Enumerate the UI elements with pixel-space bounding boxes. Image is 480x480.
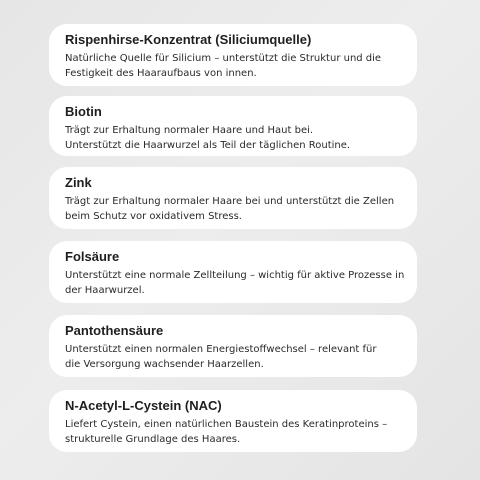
- card-description-line: Trägt zur Erhaltung normaler Haare bei und unterstützt die Zellen: [65, 196, 395, 207]
- card-title: Folsäure: [65, 249, 120, 264]
- ingredient-card-biotin: [49, 96, 417, 156]
- ingredient-card-zink: [49, 167, 417, 229]
- card-description-line: Unterstützt einen normalen Energiestoffwechsel – relevant für: [65, 344, 377, 355]
- card-description-line: Unterstützt eine normale Zellteilung – wichtig für aktive Prozesse in: [65, 270, 405, 281]
- ingredient-card-rispenhirse: [49, 24, 417, 86]
- card-title: N-Acetyl-L-Cystein (NAC): [65, 398, 222, 413]
- card-title: Biotin: [65, 104, 102, 119]
- card-description-line: Trägt zur Erhaltung normaler Haare und Haut bei.: [65, 125, 314, 136]
- card-description-line: Liefert Cystein, einen natürlichen Baustein des Keratinproteins –: [65, 419, 388, 430]
- ingredient-card-pantothensaeure: [49, 315, 417, 377]
- card-description-line: beim Schutz vor oxidativem Stress.: [65, 211, 242, 222]
- card-description-line: die Versorgung wachsender Haarzellen.: [65, 359, 264, 370]
- card-description-line: Unterstützt die Haarwurzel als Teil der täglichen Routine.: [65, 140, 351, 151]
- card-description-line: Natürliche Quelle für Silicium – unterstützt die Struktur und die: [65, 53, 382, 64]
- card-title: Pantothensäure: [65, 323, 164, 338]
- card-description-line: Festigkeit des Haaraufbaus von innen.: [65, 68, 257, 79]
- card-title: Zink: [65, 175, 92, 190]
- ingredient-card-folsaeure: [49, 241, 417, 303]
- ingredient-card-nac: [49, 390, 417, 452]
- card-description-line: der Haarwurzel.: [65, 285, 145, 296]
- card-title: Rispenhirse-Konzentrat (Siliciumquelle): [65, 32, 312, 47]
- card-description-line: strukturelle Grundlage des Haares.: [65, 434, 241, 445]
